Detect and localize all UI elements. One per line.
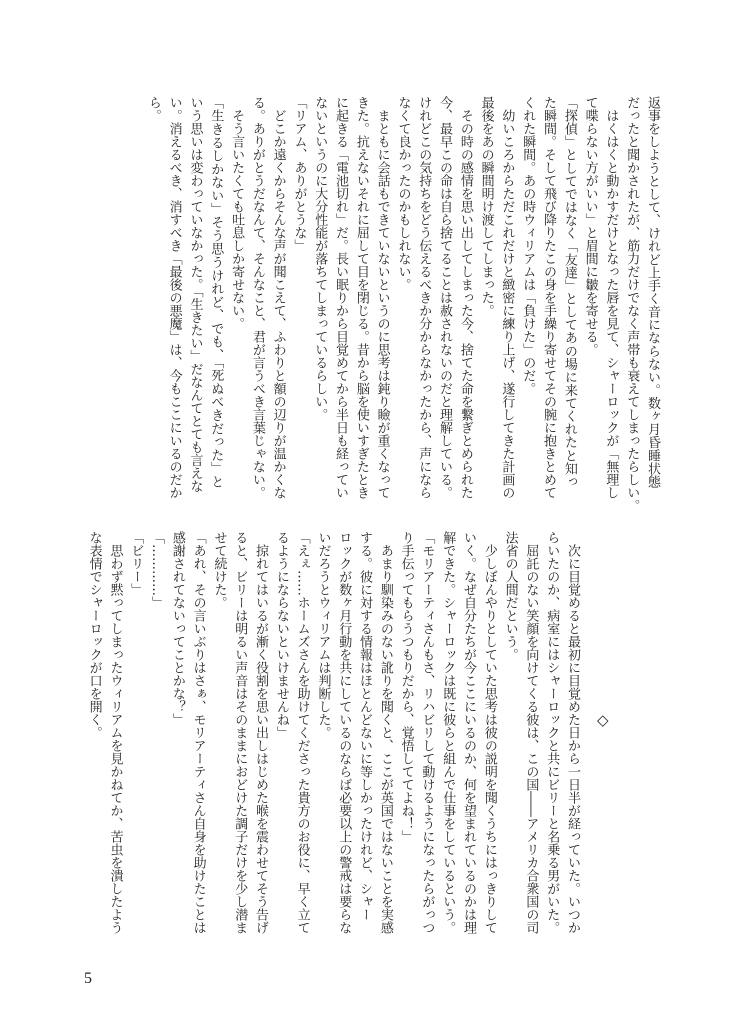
- text-line: ると、ビリーは明るい声音はそのままにおどけた調子だけを少し潜ま: [232, 531, 248, 934]
- text-line: けれどこの気持ちをどう伝えるべきか分からなかったから、声になら: [416, 96, 432, 499]
- text-line: どこか遠くからそんな声が聞こえて、ふわりと額の辺りが温かくな: [270, 96, 286, 499]
- text-line: ロックが数ヶ月行動を共にしているのならば必要以上の警戒は要らな: [336, 531, 352, 934]
- text-line: い。消えるべき、消すべき「最後の悪魔」は、今もここにいるのだか: [166, 96, 182, 499]
- text-line: な表情でシャーロックが口を開く。: [86, 531, 102, 739]
- text-line: 掠れてはいるが漸く役割を思い出しはじめた喉を震わせてそう告げ: [253, 531, 269, 934]
- text-line: た瞬間。そして飛び降りたこの身を手繰り寄せてその腕に抱きとめて: [541, 96, 557, 499]
- text-line: 屈託のない笑顔を向けてくる彼は、この国――アメリカ合衆国の司: [523, 531, 539, 934]
- text-line: 「生きるしかない」そう思うけれど、でも、「死ぬべきだった」と: [208, 96, 224, 488]
- text-line: 法省の人間だという。: [502, 531, 518, 661]
- text-line: 少しぼんやりとしていた思考は彼の説明を聞くうちにはっきりして: [481, 531, 497, 934]
- text-line: 「えぇ……ホームズさんを助けてくださった貴方のお役に、早く立て: [294, 531, 310, 934]
- text-line: に起きる「電池切れ」だ。長い眠りから目覚めてから半日も経ってい: [333, 96, 349, 499]
- text-line: ら。: [145, 96, 161, 122]
- text-line: 解できた。シャーロックは既に彼らと組んで仕事をしているという。: [440, 531, 456, 934]
- text-line: せて続けた。: [211, 531, 227, 609]
- text-line: くれた瞬間。あの時ウィリアムは「負けた」のだ。: [520, 96, 536, 395]
- lower-text-block: [83, 531, 582, 934]
- text-line: する。彼に対する情報はほとんどないに等しかったけれど、シャー: [357, 531, 373, 921]
- text-line: 「探偵」としてではなく「友達」としてあの場に来てくれたと知っ: [561, 96, 577, 489]
- text-line: 今、最早この命は自ら捨てることは赦されないのだと理解している。: [437, 96, 453, 499]
- text-line: 「リアム、ありがとうな」: [291, 96, 307, 252]
- text-line: らいたのか、病室にはシャーロックと共にビリーと名乗る男がいた。: [544, 531, 560, 934]
- page-number: 5: [84, 970, 92, 987]
- upper-text-block: [142, 96, 662, 512]
- text-line: 「…………」: [149, 531, 165, 609]
- text-line: きた。抗えないそれに屈して目を閉じる。昔から脳を使いすぎたとき: [353, 96, 369, 499]
- text-line: 思わず黙ってしまったウィリアムを見かねてか、苦虫を潰したよう: [107, 531, 123, 934]
- text-line: 返事をしようとして、けれど上手く音にならない。数ヶ月昏睡状態: [645, 96, 660, 488]
- text-line: その時の感情を思い出してしまった今、捨てた命を繋ぎとめられた: [457, 96, 473, 499]
- text-line: るようにならないといけませんね」: [273, 531, 289, 739]
- text-line: 次に目覚めると最初に目覚めた日から一日半が経っていた。いつか: [565, 531, 580, 934]
- text-line: はくはくと動かすだけとなった唇を見て、シャーロックが「無理し: [603, 96, 619, 499]
- text-line: いく。なぜ自分たちが今ここにいるのか、何を望まれているのかは理: [461, 531, 477, 934]
- text-line: ないというのに大分性能が落ちてしまっているらしい。: [312, 96, 328, 421]
- text-line: 「モリアーティさんもさ、リハビリして動けるようになったらがっつ: [419, 531, 435, 934]
- text-line: 「ビリー」: [128, 531, 144, 596]
- text-line: あまり馴染みのない訛りを聞くと、ここが英国ではないことを実感: [377, 531, 393, 934]
- text-line: り手伝ってもらうつもりだから、覚悟しててよね！」: [398, 531, 414, 843]
- scene-separator: ◇: [597, 711, 609, 729]
- text-line: 最後をあの瞬間明け渡してしまった。: [478, 96, 494, 317]
- text-line: いう思いは変わっていなかった。「生きたい」だなんてとても言えな: [187, 96, 203, 493]
- text-line: いだろうとウィリアムは判断した。: [315, 531, 331, 739]
- text-line: 幼いころからただこれだけと緻密に練り上げ、遂行してきた計画の: [499, 96, 515, 499]
- text-line: そう言いたくても吐息しか寄せない。: [229, 96, 245, 330]
- text-line: て喋らない方がいい」と眉間に皺を寄せる。: [582, 96, 598, 356]
- text-line: まともに会話もできていないというのに思考は鈍り瞼が重くなって: [374, 96, 390, 499]
- text-line: 感謝されてないってことかな？」: [169, 531, 185, 726]
- text-line: だったと聞かされたが、筋力だけでなく声帯も衰えてしまったらしい。: [624, 96, 640, 512]
- text-line: なくて良かったのかもしれない。: [395, 96, 411, 291]
- text-line: 「あれ、その言いぶりはさぁ、モリアーティさん自身を助けたことは: [190, 531, 206, 934]
- text-line: る。ありがとうだなんて、そんなこと、君が言うべき言葉じゃない。: [249, 96, 265, 499]
